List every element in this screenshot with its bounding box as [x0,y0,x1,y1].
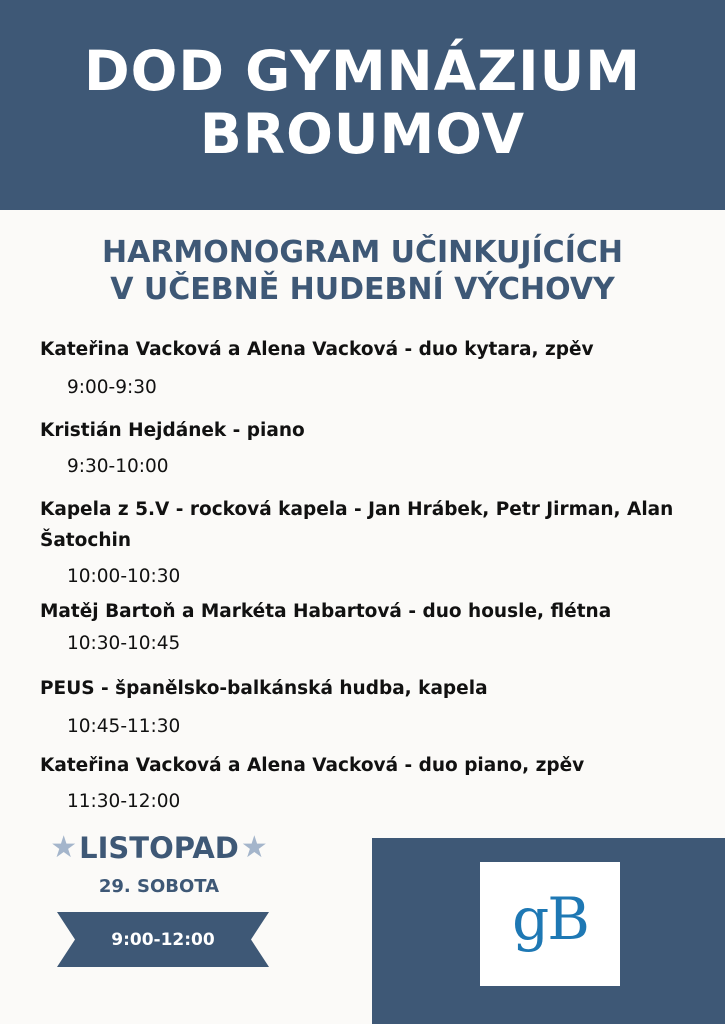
performer-name: Kapela z 5.V - rocková kapela - Jan Hrábek, Petr Jirman, Alan Šatochin [40,499,674,551]
schedule-item [40,334,690,401]
title-line-2: BROUMOV [199,102,526,166]
month-row [44,828,274,868]
heading-line-1: HARMONOGRAM UČINKUJÍCÍCH [102,235,623,270]
time-slot: 10:00-10:30 [67,566,181,587]
event-month: LISTOPAD [79,831,239,865]
title-line-1: DOD GYMNÁZIUM [83,39,642,103]
schedule-heading [0,234,725,308]
performer-name: Kristián Hejdánek - piano [40,420,305,441]
time-slot: 9:30-10:00 [67,456,169,477]
performer-name: Kateřina Vacková a Alena Vacková - duo kytara, zpěv [40,339,594,360]
performer-name: Matěj Bartoň a Markéta Habartová - duo housle, flétna [40,601,612,622]
page-title [0,40,725,166]
school-logo: gB [512,885,588,953]
schedule-item [40,596,690,657]
schedule-item [40,494,690,590]
star-icon: ★ [50,830,78,865]
schedule-item [40,415,690,480]
schedule-list [40,334,690,815]
heading-line-2: V UČEBNĚ HUDEBNÍ VÝCHOVY [110,272,615,307]
time-slot: 11:30-12:00 [67,791,181,812]
schedule-item [40,673,690,740]
time-slot: 10:45-11:30 [67,716,181,737]
event-day: 29. SOBOTA [98,876,220,897]
star-icon: ★ [240,830,268,865]
performer-name: Kateřina Vacková a Alena Vacková - duo piano, zpěv [40,755,585,776]
event-hours: 9:00-12:00 [111,929,215,950]
schedule-item [40,750,690,815]
performer-name: PEUS - španělsko-balkánská hudba, kapela [40,678,488,699]
time-slot: 9:00-9:30 [67,377,157,398]
time-slot: 10:30-10:45 [67,633,181,654]
